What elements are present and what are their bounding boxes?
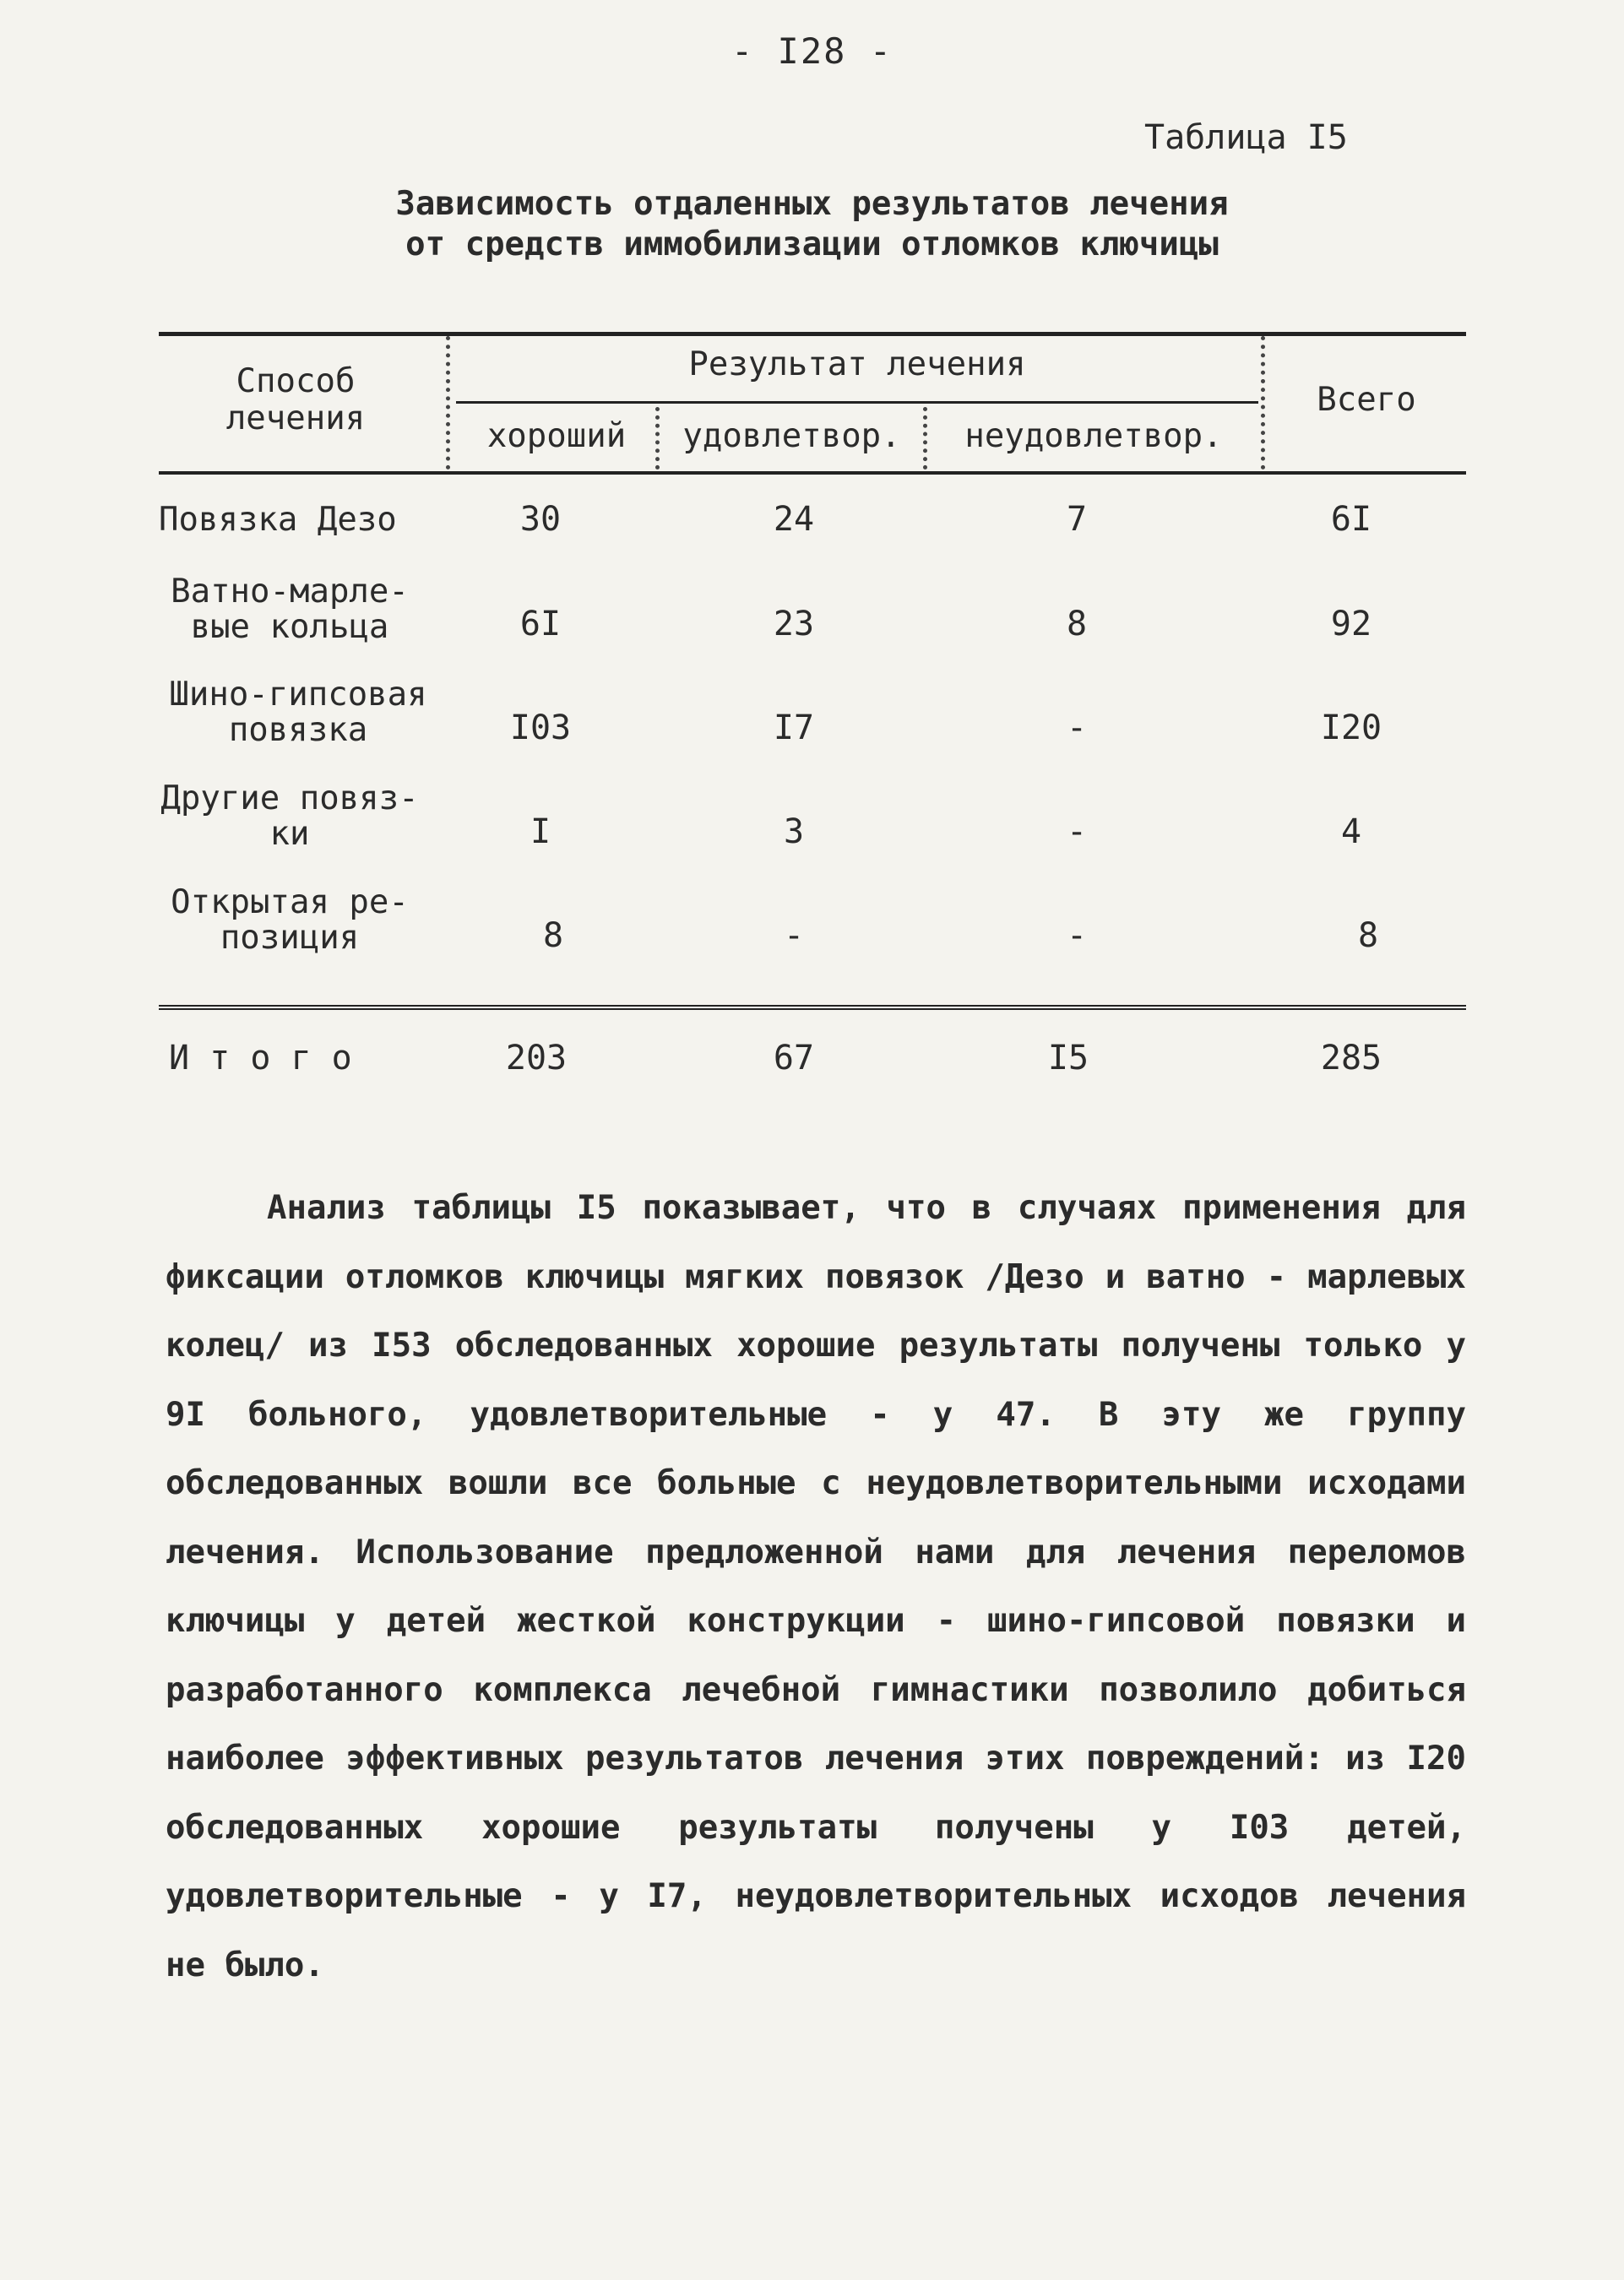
cell-good: 8 bbox=[542, 916, 564, 955]
header-result-group: Результат лечения bbox=[688, 345, 1026, 383]
cell-total: 92 bbox=[1330, 605, 1372, 643]
totals-good: 203 bbox=[505, 1039, 568, 1078]
table-title-line: Зависимость отдаленных результатов лечения bbox=[395, 185, 1229, 223]
totals-label: И т о г о bbox=[169, 1039, 352, 1078]
cell-good: 6I bbox=[519, 605, 562, 643]
table-top-rule bbox=[159, 332, 1466, 336]
totals-total: 285 bbox=[1320, 1039, 1382, 1078]
cell-unsatisfactory: - bbox=[1066, 708, 1088, 747]
row-label-line: ки bbox=[269, 815, 310, 853]
totals-satisfactory: 67 bbox=[773, 1039, 815, 1078]
table-title-line: от средств иммобилизации отломков ключицы bbox=[405, 225, 1219, 263]
header-separator bbox=[923, 407, 927, 470]
row-label bbox=[159, 781, 421, 852]
row-label bbox=[159, 502, 437, 538]
cell-satisfactory: 23 bbox=[773, 605, 815, 643]
cell-total: 4 bbox=[1340, 812, 1362, 851]
cell-unsatisfactory: - bbox=[1066, 916, 1088, 955]
cell-good: I03 bbox=[509, 708, 572, 747]
cell-good: 30 bbox=[519, 500, 562, 539]
row-label-line: позиция bbox=[220, 919, 360, 957]
header-satisfactory: удовлетвор. bbox=[682, 417, 901, 455]
result-group-rule bbox=[456, 401, 1258, 404]
cell-satisfactory: 3 bbox=[783, 812, 805, 851]
table-bottom-rule bbox=[159, 1005, 1466, 1012]
row-label-line: Ватно-марле- bbox=[171, 573, 409, 611]
row-label bbox=[159, 885, 421, 956]
row-label bbox=[159, 677, 437, 748]
table-label: Таблица I5 bbox=[1144, 118, 1348, 157]
cell-satisfactory: - bbox=[783, 916, 805, 955]
header-good: хороший bbox=[486, 417, 627, 455]
header-method-line: Способ bbox=[236, 362, 356, 400]
cell-total: 6I bbox=[1330, 500, 1372, 539]
row-label-line: Открытая ре- bbox=[171, 883, 409, 921]
cell-unsatisfactory: - bbox=[1066, 812, 1088, 851]
row-label bbox=[159, 574, 421, 645]
header-method-line: лечения bbox=[225, 399, 366, 437]
cell-total: 8 bbox=[1357, 916, 1379, 955]
header-method bbox=[169, 363, 422, 437]
analysis-paragraph: Анализ таблицы I5 показывает, что в случаях применения для фиксации отломков ключицы мягких повязок /Дезо и ватно - марлевых колец/ из I53 обследованных хорошие результаты получены только у 9I больного, удовлетворительные - у 47. В эту же группу обследованных вошли все больные с неудовлетворительными исходами лечения. Использование предложенной нами для лечения переломов ключицы у детей жесткой конструкции - шино-гипсовой повязки и разработанного комплекса лечебной гимнастики позволило добиться наиболее эффективных результатов лечения этих повреждений: из I20 обследованных хорошие результаты получены у I03 детей, удовлетворительные - у I7, неудовлетворительных исходов лечения не было. bbox=[166, 1189, 1466, 1984]
header-unsatisfactory: неудовлетвор. bbox=[964, 417, 1223, 455]
table-title bbox=[0, 184, 1624, 265]
header-total: Всего bbox=[1317, 381, 1416, 419]
cell-good: I bbox=[530, 812, 551, 851]
cell-unsatisfactory: 8 bbox=[1066, 605, 1088, 643]
header-separator bbox=[655, 407, 660, 470]
row-label-line: повязка bbox=[228, 711, 368, 749]
row-label-line: вые кольца bbox=[190, 608, 389, 646]
row-label-line: Повязка Дезо bbox=[159, 501, 397, 539]
header-separator bbox=[1261, 336, 1265, 470]
cell-satisfactory: I7 bbox=[773, 708, 815, 747]
table-header-rule bbox=[159, 471, 1466, 475]
row-label-line: Шино-гипсовая bbox=[169, 676, 427, 714]
page-number: - I28 - bbox=[731, 30, 893, 72]
header-separator bbox=[446, 336, 450, 470]
cell-satisfactory: 24 bbox=[773, 500, 815, 539]
totals-unsatisfactory: I5 bbox=[1047, 1039, 1089, 1078]
cell-unsatisfactory: 7 bbox=[1066, 500, 1088, 539]
row-label-line: Другие повяз- bbox=[160, 779, 419, 817]
cell-total: I20 bbox=[1320, 708, 1382, 747]
